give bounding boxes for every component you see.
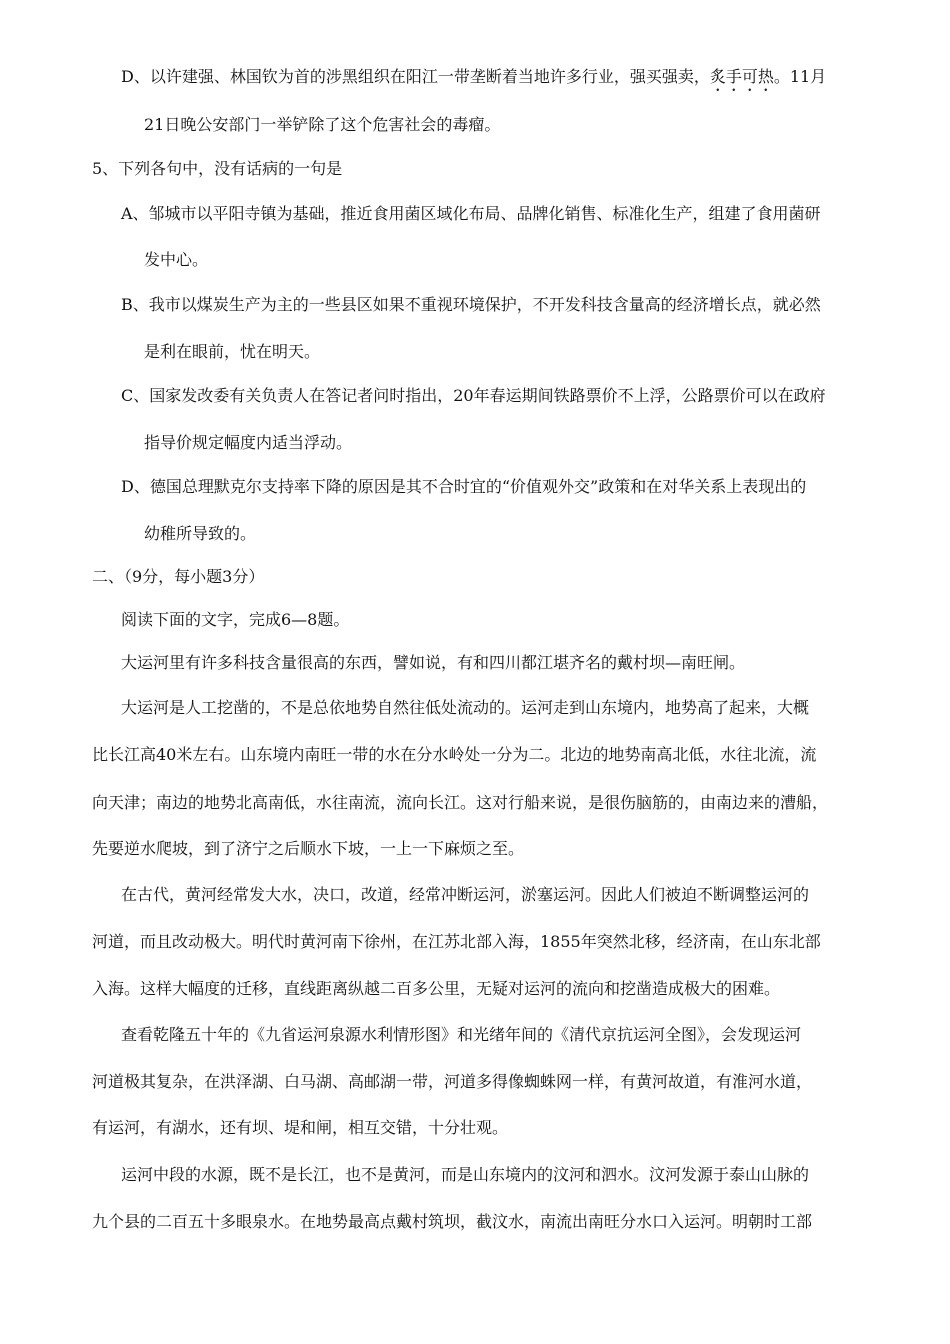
q5-option-a-line1: A、邹城市以平阳寺镇为基础，推近食用菌区域化布局、品牌化销售、标准化生产，组建了食用菌研	[121, 204, 821, 223]
passage-line: 河道，而且改动极大。明代时黄河南下徐州，在江苏北部入海，1855年突然北移，经济南，在山东北部	[92, 932, 821, 951]
q5-option-b-line1: B、我市以煤炭生产为主的一些县区如果不重视环境保护，不开发科技含量高的经济增长点，就必然	[121, 295, 821, 314]
q4-option-d-prefix: D、以许建强、林国钦为首的涉黑组织在阳江一带垄断着当地许多行业，强买强卖，	[121, 67, 710, 86]
passage-line: 在古代，黄河经常发大水，决口，改道，经常冲断运河，淤塞运河。因此人们被迫不断调整运河的	[121, 885, 810, 904]
passage-line: 九个县的二百五十多眼泉水。在地势最高点戴村筑坝，截汶水，南流出南旺分水口入运河。明朝时工部	[92, 1212, 813, 1231]
passage-line: 大运河里有许多科技含量很高的东西，譬如说，有和四川都江堪齐名的戴村坝—南旺闸。	[121, 653, 746, 672]
passage-line: 大运河是人工挖凿的，不是总依地势自然往低处流动的。运河走到山东境内，地势高了起来，大概	[121, 698, 810, 717]
q5-option-a-line2: 发中心。	[144, 250, 209, 269]
question-5-stem: 5、下列各句中，没有话病的一句是	[92, 159, 343, 178]
q5-option-b-line2: 是利在眼前，忧在明天。	[144, 342, 321, 361]
passage-line: 向天津；南边的地势北高南低，水往南流，流向长江。这对行船来说，是很伤脑筋的，由南边来的漕船，	[92, 793, 829, 812]
q4-option-d-line2: 21日晚公安部门一举铲除了这个危害社会的毒瘤。	[144, 115, 501, 134]
passage-line: 比长江高40米左右。山东境内南旺一带的水在分水岭处一分为二。北边的地势南高北低，水往北流，流	[92, 745, 817, 764]
passage-line: 入海。这样大幅度的迁移，直线距离纵越二百多公里，无疑对运河的流向和挖凿造成极大的困难。	[92, 979, 781, 998]
q5-option-c-line1: C、国家发改委有关负责人在答记者问时指出，20年春运期间铁路票价不上浮，公路票价可以在政府	[121, 386, 826, 405]
passage-line: 查看乾隆五十年的《九省运河泉源水利情形图》和光绪年间的《清代京抗运河全图》，会发现运河	[121, 1025, 802, 1044]
passage-line: 河道极其复杂，在洪泽湖、白马湖、高邮湖一带，河道多得像蜘蛛网一样，有黄河故道，有淮河水道，	[92, 1072, 813, 1091]
section-2-instruction: 阅读下面的文字，完成6—8题。	[121, 610, 350, 629]
q4-option-d-line1	[121, 66, 826, 95]
emphasized-phrase: 炙手可热	[709, 67, 774, 86]
passage-line: 先要逆水爬坡，到了济宁之后顺水下坡，一上一下麻烦之至。	[92, 839, 525, 858]
q5-option-d-line1: D、德国总理默克尔支持率下降的原因是其不合时宜的“价值观外交”政策和在对华关系上表现出的	[121, 477, 807, 496]
passage-line: 有运河，有湖水，还有坝、堤和闸，相互交错，十分壮观。	[92, 1118, 509, 1137]
q5-option-d-line2: 幼稚所导致的。	[144, 524, 257, 543]
q5-option-c-line2: 指导价规定幅度内适当浮动。	[144, 433, 353, 452]
q4-option-d-suffix: 。11月	[773, 67, 827, 86]
passage-line: 运河中段的水源，既不是长江，也不是黄河，而是山东境内的汶河和泗水。汶河发源于泰山山脉的	[121, 1165, 810, 1184]
section-2-heading: 二、（9分，每小题3分）	[92, 567, 265, 586]
